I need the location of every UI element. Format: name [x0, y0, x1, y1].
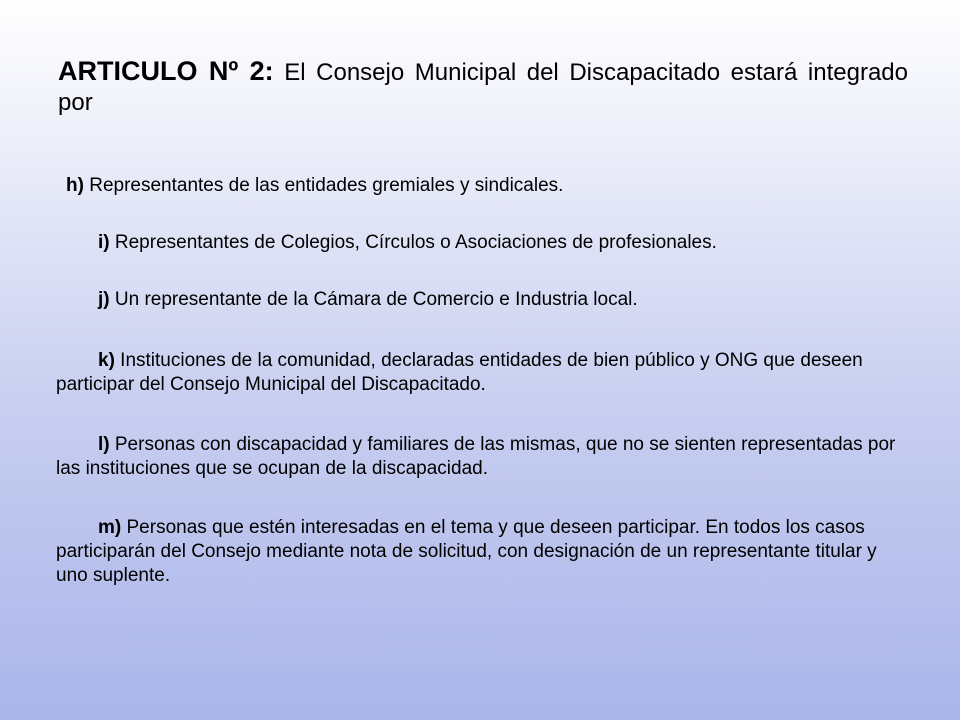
item-letter: i) [98, 232, 110, 253]
item-letter: j) [98, 289, 110, 310]
item-text: Instituciones de la comunidad, declaradas entidades de bien público y ONG que deseen participar del Consejo Municipal del Discapacitado. [56, 350, 863, 395]
item-letter: l) [98, 434, 110, 455]
list-item-h [56, 174, 912, 198]
article-label: ARTICULO Nº 2: [58, 56, 274, 86]
list-item-i [56, 231, 912, 255]
item-letter: h) [66, 175, 84, 196]
item-text: Personas con discapacidad y familiares de las mismas, que no se sienten representadas por las instituciones que se ocupan de la discapacidad. [56, 434, 896, 479]
list-item-l [56, 433, 912, 481]
item-letter: m) [98, 517, 122, 538]
item-text: Representantes de Colegios, Círculos o Asociaciones de profesionales. [109, 232, 717, 253]
list-item-k [56, 349, 912, 397]
item-text: Representantes de las entidades gremiales y sindicales. [83, 175, 564, 196]
article-heading [58, 56, 908, 118]
item-text: Personas que estén interesadas en el tema y que deseen participar. En todos los casos participarán del Consejo mediante nota de solicitud, con designación de un representante titular y uno suplente. [56, 517, 877, 586]
list-item-m [56, 516, 912, 588]
list-item-j [56, 288, 912, 312]
article-intro: El Consejo Municipal del Discapacitado estará integrado por [58, 59, 908, 116]
item-letter: k) [98, 350, 115, 371]
item-text: Un representante de la Cámara de Comercio e Industria local. [109, 289, 638, 310]
